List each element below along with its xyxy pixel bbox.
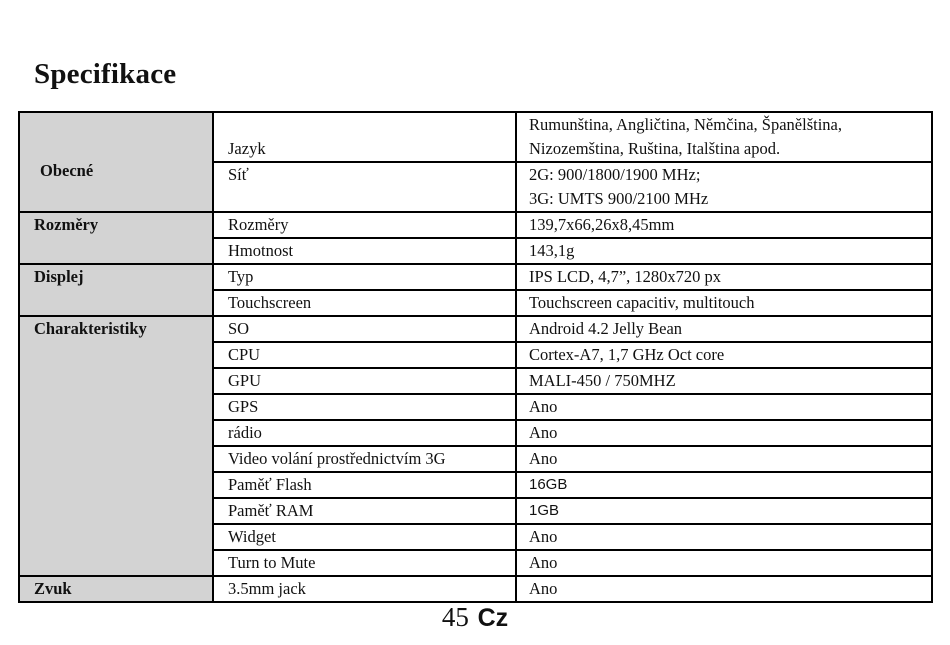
- param-value: 16GB: [516, 472, 932, 498]
- param-value: Ano: [516, 576, 932, 602]
- param-name: Widget: [213, 524, 516, 550]
- section-label-dimensions: Rozměry: [19, 212, 213, 264]
- param-name: Hmotnost: [213, 238, 516, 264]
- param-value: [516, 162, 932, 212]
- param-name: Turn to Mute: [213, 550, 516, 576]
- param-name: Paměť RAM: [213, 498, 516, 524]
- param-name: CPU: [213, 342, 516, 368]
- page-number: 45: [441, 602, 469, 632]
- param-value: [516, 112, 932, 162]
- table-row: [19, 264, 932, 290]
- param-value: Ano: [516, 394, 932, 420]
- param-value: Ano: [516, 446, 932, 472]
- param-value-line: 2G: 900/1800/1900 MHz;: [529, 165, 701, 184]
- section-label-general: Obecné: [19, 112, 213, 212]
- language-code: Cz: [477, 604, 509, 632]
- param-name: Typ: [213, 264, 516, 290]
- param-name: Touchscreen: [213, 290, 516, 316]
- table-row: [19, 112, 932, 162]
- table-row: [19, 316, 932, 342]
- param-name: SO: [213, 316, 516, 342]
- param-value: Touchscreen capacitiv, multitouch: [516, 290, 932, 316]
- table-row: [19, 576, 932, 602]
- param-name: Paměť Flash: [213, 472, 516, 498]
- table-row: [19, 212, 932, 238]
- param-value: Android 4.2 Jelly Bean: [516, 316, 932, 342]
- param-name: Síť: [213, 162, 516, 212]
- param-value: IPS LCD, 4,7”, 1280x720 px: [516, 264, 932, 290]
- param-value: 139,7x66,26x8,45mm: [516, 212, 932, 238]
- page-footer: [0, 602, 950, 633]
- param-name: GPU: [213, 368, 516, 394]
- param-value: Ano: [516, 420, 932, 446]
- param-value-line: Nizozemština, Ruština, Italština apod.: [529, 139, 781, 158]
- specification-table: [18, 111, 933, 603]
- param-name: 3.5mm jack: [213, 576, 516, 602]
- param-value: Ano: [516, 524, 932, 550]
- param-value-line: Rumunština, Angličtina, Němčina, Španělština,: [529, 115, 842, 134]
- section-label-sound: Zvuk: [19, 576, 213, 602]
- param-value: 143,1g: [516, 238, 932, 264]
- param-value: 1GB: [516, 498, 932, 524]
- section-label-display: Displej: [19, 264, 213, 316]
- param-value: Cortex-A7, 1,7 GHz Oct core: [516, 342, 932, 368]
- param-name: rádio: [213, 420, 516, 446]
- param-name: GPS: [213, 394, 516, 420]
- param-value: Ano: [516, 550, 932, 576]
- param-value: MALI-450 / 750MHZ: [516, 368, 932, 394]
- param-value-line: 3G: UMTS 900/2100 MHz: [529, 189, 709, 208]
- page-title: Specifikace: [34, 58, 177, 90]
- param-name: Jazyk: [213, 112, 516, 162]
- param-name: Rozměry: [213, 212, 516, 238]
- param-name: Video volání prostřednictvím 3G: [213, 446, 516, 472]
- section-label-features: Charakteristiky: [19, 316, 213, 576]
